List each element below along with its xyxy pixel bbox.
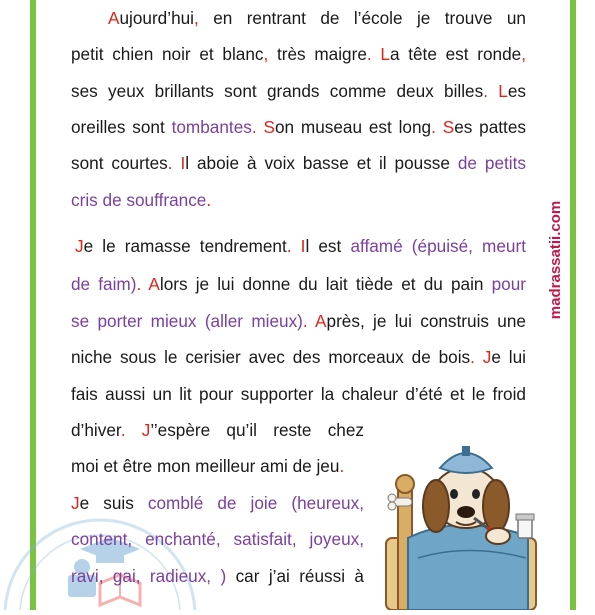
right-green-border (570, 0, 576, 610)
p1-line-2: petit chien noir et blanc, très maigre. La tête est ronde, (71, 44, 526, 64)
p2-line-6: d’hiver. J’’espère qu’il reste chez (71, 420, 365, 440)
watermark-text: madrassatii.com (546, 200, 564, 320)
p1-line-3: ses yeux brillants sont grands comme deux billes. Les (71, 81, 527, 101)
p1-line-6: cris de souffrance. (71, 190, 212, 210)
p2-line-2: de faim). Alors je lui donne du lait tiède et du pain pour (71, 274, 526, 294)
p1-line-5: sont courtes. Il aboie à voix basse et il pousse de petits (71, 153, 526, 173)
p2-line-10: ravi, gai, radieux, ) car j’ai réussi à (71, 566, 364, 586)
site-watermark (543, 160, 569, 360)
p1-line-1: Aujourd’hui, en rentrant de l’école je trouve un (108, 8, 526, 28)
p2-line-8: Je suis comblé de joie (heureux, (71, 493, 364, 513)
p2-line-7: moi et être mon meilleur ami de jeu. (71, 456, 345, 476)
p2-line-1: Je le ramasse tendrement. Il est affamé (épuisé, meurt (75, 236, 526, 256)
p2-line-3: se porter mieux (aller mieux). Après, je lui construis une (71, 311, 526, 331)
sick-dog-illustration-icon (378, 418, 548, 610)
p1-line-4: oreilles sont tombantes. Son museau est long. Ses pattes (71, 117, 526, 137)
p2-line-9: content, enchanté, satisfait, joyeux, (71, 529, 364, 549)
p2-line-4: niche sous le cerisier avec des morceaux de bois. Je lui (71, 347, 527, 367)
p2-line-5: fais aussi un lit pour supporter la chaleur d’été et le froid (71, 384, 526, 404)
